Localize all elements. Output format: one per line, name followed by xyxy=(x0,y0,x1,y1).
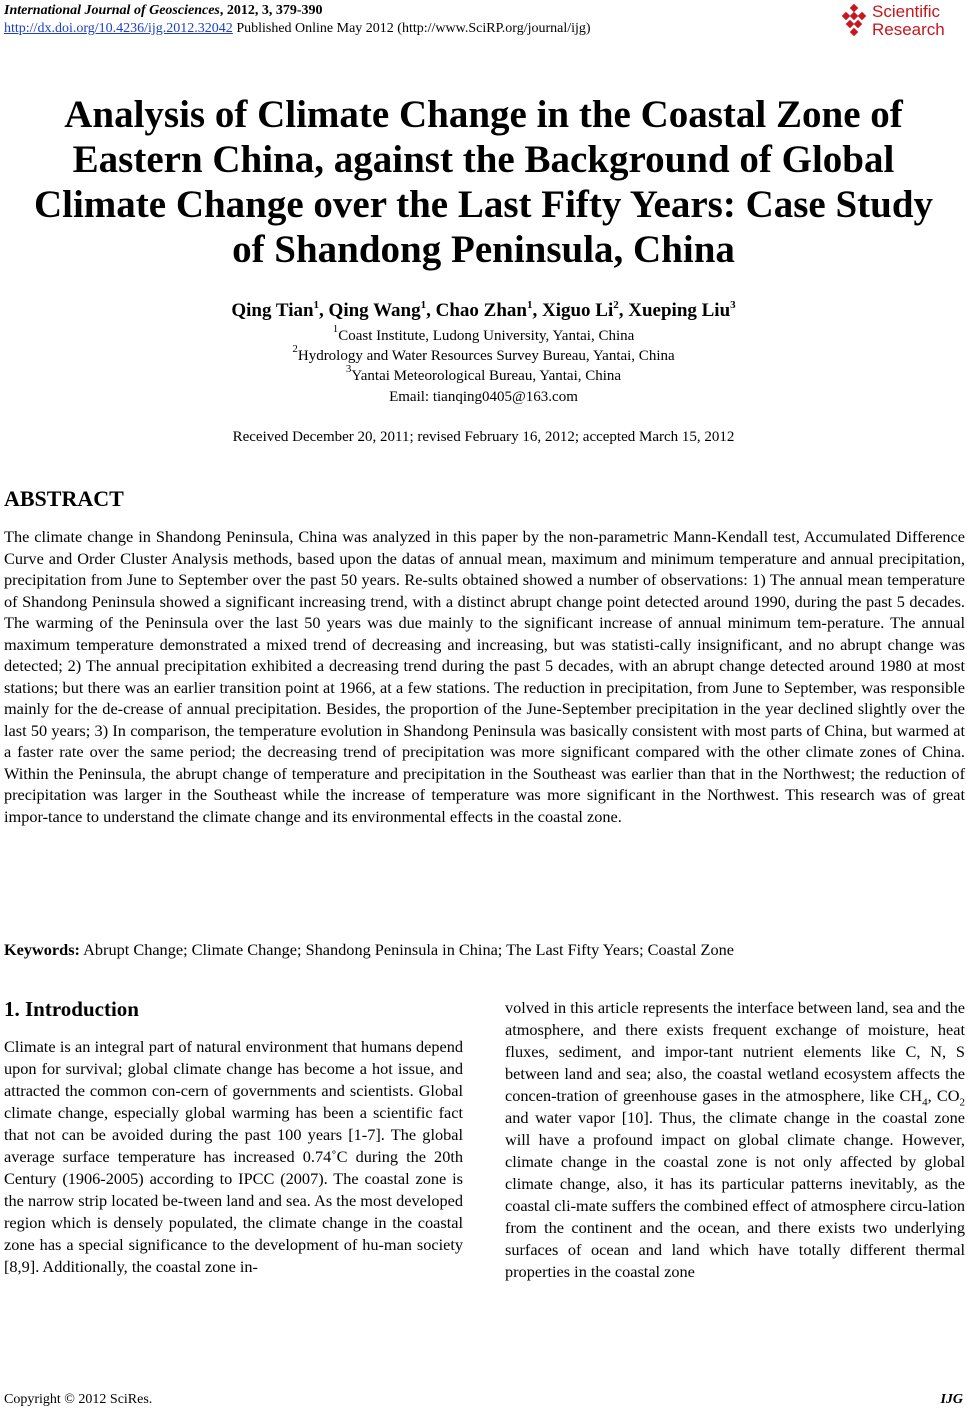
intro-column-right xyxy=(505,997,965,1283)
copyright-footer: Copyright © 2012 SciRes. xyxy=(4,1392,153,1407)
author-name: Chao Zhan xyxy=(435,300,527,321)
intro-text: , CO xyxy=(927,1086,960,1105)
keywords-line xyxy=(4,940,965,960)
author-separator: , xyxy=(426,300,436,321)
keywords-label: Keywords: xyxy=(4,940,80,959)
author-separator: , xyxy=(319,300,329,321)
affiliation-text: Hydrology and Water Resources Survey Bureau, Yantai, China xyxy=(297,348,675,364)
journal-abbreviation: IJG xyxy=(940,1392,963,1407)
volume-info: , 2012, 3, 379-390 xyxy=(219,3,323,18)
author-affiliation-mark: 1 xyxy=(313,299,320,311)
author-name: Qing Tian xyxy=(231,300,314,321)
keywords-text: Abrupt Change; Climate Change; Shandong Peninsula in China; The Last Fifty Years; Coastal Zone xyxy=(79,940,735,959)
doi-link[interactable]: http://dx.doi.org/10.4236/ijg.2012.32042 xyxy=(4,21,233,36)
intro-text: volved in this article represents the interface between land, sea and the atmosphere, and there exists frequent exchange of moisture, heat fluxes, sediment, and impor-tant nutrient elements like C, N, S between land and sea; also, the coastal wetland ecosystem affects the concen-tration of greenhouse gases in the atmosphere, like CH xyxy=(505,998,965,1105)
scirp-logo-icon xyxy=(838,4,870,36)
affiliation-mark: 3 xyxy=(345,363,352,375)
author-separator: , xyxy=(618,300,629,321)
received-dates: Received December 20, 2011; revised February 16, 2012; accepted March 15, 2012 xyxy=(232,429,735,445)
affiliation-mark: 1 xyxy=(332,323,339,335)
author-list xyxy=(0,300,967,322)
affiliation-text: Yantai Meteorological Bureau, Yantai, China xyxy=(351,368,622,384)
abstract-text: The climate change in Shandong Peninsula, China was analyzed in this paper by the non-parametric Mann-Kendall test, Accumulated Difference Curve and Order Cluster Analysis methods, based upon the datas of annual mean, maximum and minimum temperature and annual precipitation, precipitation from June to September over the past 50 years. Re-sults obtained showed a number of observations: 1) The annual mean temperature of Shandong Peninsula showed a significant increasing trend, with a distinct abrupt change point detected around 1990, during the past 5 decades. The warming of the Peninsula over the last 50 years was due mainly to the significant increase of annual minimum tem-perature. The annual maximum temperature demonstrated a mixed trend of decreasing and increasing, but was statisti-cally insignificant, and no abrupt change was detected; 2) The annual precipitation exhibited a decreasing trend during the past 5 decades, with an abrupt change detected around 1980 at most stations; but there was an earlier transition point at 1966, at a few stations. The reduction in precipitation, from June to September, was responsible mainly for the de-crease of annual precipitation. Besides, the proportion of the June-September precipitation in the year declined slightly over the last 50 years; 3) In comparison, the temperature evolution in Shandong Peninsula was basically consistent with most parts of China, but warmed at a faster rate over the same period; the decreasing trend of precipitation was more significant compared with the other climate zones of China. Within the Peninsula, the abrupt change of temperature and precipitation in the Southeast was earlier than that in the Northwest; the reduction of precipitation was larger in the Southeast while the increase of temperature was more significant in the Northwest. This research was of great impor-tance to understand the climate change and its environmental effects in the coastal zone. xyxy=(4,527,965,826)
co2-subscript: 2 xyxy=(959,1096,965,1109)
section-heading: 1. Introduction xyxy=(4,997,139,1021)
author-affiliation-mark: 2 xyxy=(613,299,619,311)
author-affiliation-mark: 1 xyxy=(526,299,533,311)
affiliation-mark: 2 xyxy=(292,343,298,355)
author-affiliation-mark: 3 xyxy=(730,299,736,311)
abstract-heading: ABSTRACT xyxy=(4,486,124,511)
intro-column-left: Climate is an integral part of natural environment that humans depend upon for survival; global climate change has become a hot issue, and attracted the common con-cern of governments and scientists. Global climate change, especially global warming has been a scientific fact that not can be avoided during the past 100 years [1-7]. The global average surface temperature has increased 0.74˚C during the 20th Century (1906-2005) according to IPCC (2007). The coastal zone is the narrow strip located be-tween land and sea. As the most developed region which is densely populated, the climate change in the coastal zone has a special significance to the development of hu-man society [8,9]. Additionally, the coastal zone in- xyxy=(4,1037,463,1276)
paper-title: Analysis of Climate Change in the Coastal Zone of Eastern China, against the Background of Global Climate Change over the Last Fifty Years: Case Study of Shandong Peninsula, China xyxy=(33,93,934,271)
doi-line xyxy=(4,21,591,37)
author-name: Qing Wang xyxy=(328,300,421,321)
logo-text-research: Research xyxy=(872,20,945,39)
logo-text-scientific: Scientific xyxy=(872,2,941,21)
author-name: Xueping Liu xyxy=(628,300,731,321)
journal-header xyxy=(4,3,323,19)
affiliation xyxy=(0,323,967,345)
intro-text: and water vapor [10]. Thus, the climate change in the coastal zone will have a profound impact on global climate change. However, climate change in the coastal zone is not only affected by global climate change, also, it has its particular patterns inevitably, as the coastal cli-mate suffers the combined effect of atmosphere circu-lation from the continent and the ocean, and there exists two underlying surfaces of ocean and land which have totally different thermal properties in the coastal zone xyxy=(505,1108,965,1281)
affiliation xyxy=(0,343,967,365)
author-name: Xiguo Li xyxy=(541,300,614,321)
journal-name: International Journal of Geosciences xyxy=(4,3,220,18)
affiliation-text: Coast Institute, Ludong University, Yantai, China xyxy=(338,328,635,344)
author-separator: , xyxy=(532,300,542,321)
author-email[interactable]: Email: tianqing0405@163.com xyxy=(389,389,578,405)
affiliation xyxy=(0,363,967,385)
ch4-subscript: 4 xyxy=(922,1096,928,1109)
author-affiliation-mark: 1 xyxy=(420,299,427,311)
publisher-logo xyxy=(838,2,963,42)
published-text: Published Online May 2012 (http://www.SciRP.org/journal/ijg) xyxy=(232,21,591,36)
